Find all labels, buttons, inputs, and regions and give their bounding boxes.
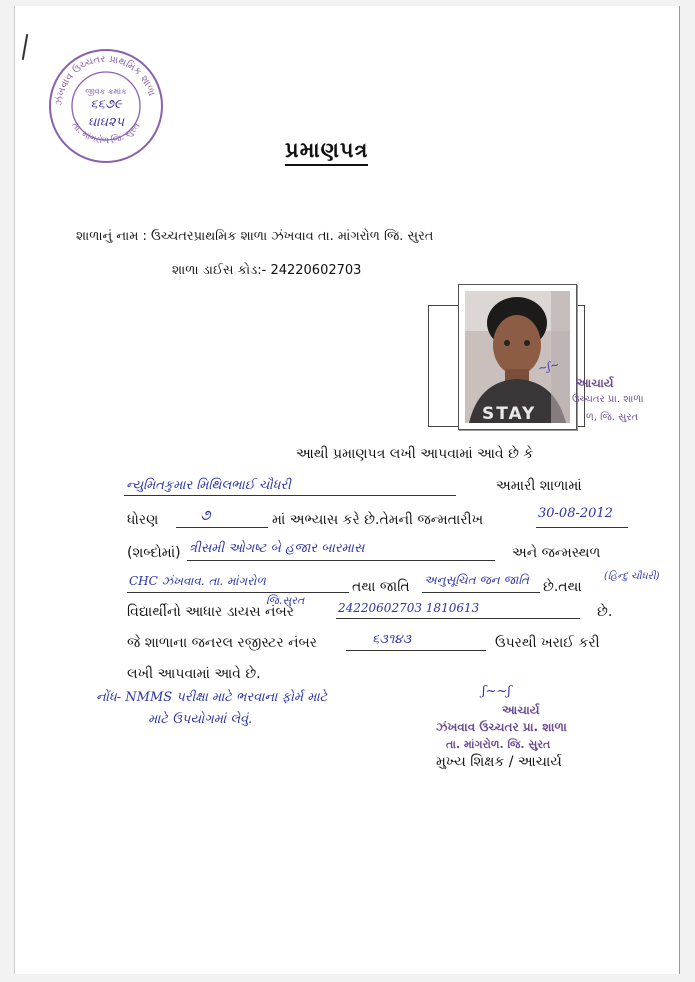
signature-stamp-3: તા. માંગરોળ. જિ. સુરત (446, 738, 551, 751)
photo-shirt-text: STAY (482, 404, 537, 424)
dob-value: 30-08-2012 (538, 506, 613, 521)
svg-text:જીવક ક્રમાંક: જીવક ક્રમાંક (85, 87, 127, 96)
caste-label: તથા જાતિ (352, 579, 410, 595)
photo-stamp-3: ળ, જિ. સુરત (586, 412, 639, 423)
register-underline (346, 650, 486, 651)
register-label: જે શાળાના જનરલ રજીસ્ટર નંબર (127, 635, 318, 651)
photo-signature: ~ʃ~ (536, 357, 561, 376)
note-line-1: નોંધ- NMMS પરીક્ષા માટે ભરવાના ફોર્મ માટે (96, 690, 328, 705)
dise-code-line: શાળા ડાઈસ કોડ:- 24220602703 (172, 263, 362, 278)
our-school-text: અમારી શાળામાં (496, 478, 582, 494)
photo-stamp-2: ઉચ્ચતર પ્રા. શાળા (572, 394, 644, 405)
std-underline (176, 527, 268, 528)
in-words-label: (શબ્દોમાં) (127, 545, 181, 561)
signature-title: મુખ્ય શિક્ષક / આચાર્ય (436, 754, 562, 770)
svg-text:ઘાઘ૨૫: ઘાઘ૨૫ (87, 115, 125, 130)
dob-in-words: ત્રીસમી ઓગષ્ટ બે હજાર બારમાસ (189, 541, 365, 556)
svg-text:૬૬૭૯: ૬૬૭૯ (90, 97, 122, 112)
signature-stamp-2: ઝંખવાવ ઉચ્ચતર પ્રા. શાળા (436, 720, 567, 734)
studying-text: માં અભ્યાસ કરે છે.તેમની જન્મતારીખ (272, 512, 484, 528)
student-name: ન્યુમિતકુમાર મિથિલભાઈ ચૌધરી (126, 478, 291, 493)
std-value: ૭ (200, 506, 211, 524)
svg-text:ઝંખવાવ ઉચ્ચતર પ્રાથમિક શાળા: ઝંખવાવ ઉચ્ચતર પ્રાથમિક શાળા (53, 53, 157, 107)
birthplace-value: CHC ઝંખવાવ. તા. માંગરોળ (129, 574, 266, 588)
svg-text:તા. માંગરોળ જિ. સુરત: તા. માંગરોળ જિ. સુરત (69, 120, 143, 147)
aadhar-value: 24220602703 1810613 (338, 601, 480, 615)
school-name-line: શાળાનું નામ : ઉચ્ચતરપ્રાથમિક શાળા ઝંખવાવ તા. માંગરોળ જિ. સુરત (76, 229, 434, 244)
dob-underline (536, 527, 628, 528)
name-underline (124, 495, 456, 496)
signature-stamp-1: આચાર્ય (502, 703, 540, 717)
aadhar-label: વિદ્યાર્થીનો આધાર ડાયસ નંબર (127, 604, 294, 620)
religion-value: (હિન્દુ ચૌધરી) (604, 571, 660, 582)
aadhar-suffix: છે. (597, 604, 613, 620)
caste-underline (422, 592, 540, 593)
std-label: ધોરણ (127, 512, 159, 528)
caste-suffix: છે.તથા (543, 579, 582, 595)
intro-line: આથી પ્રમાણપત્ર લખી આપવામાં આવે છે કે (296, 446, 534, 462)
birthplace-district: જિ.સુરત (266, 594, 305, 607)
school-seal (44, 44, 168, 168)
dob-words-underline (187, 560, 495, 561)
register-suffix: ઉપરથી ખરાઈ કરી (495, 635, 600, 651)
register-value: ૬૩૧૪૩ (372, 632, 412, 647)
note-line-2: માટે ઉપયોગમાં લેવું. (148, 712, 253, 727)
birthplace-label: અને જન્મસ્થળ (512, 545, 601, 561)
photo-stamp-1: આચાર્ય (576, 376, 614, 390)
principal-signature: ʃ~~ʃ (482, 684, 511, 699)
page-title: પ્રમાણપત્ર (285, 138, 368, 166)
closing-line: લખી આપવામાં આવે છે. (127, 666, 261, 682)
birthplace-underline (127, 592, 349, 593)
caste-value: અનુસૂચિત જન જાતિ (424, 573, 530, 587)
aadhar-underline (336, 618, 580, 619)
